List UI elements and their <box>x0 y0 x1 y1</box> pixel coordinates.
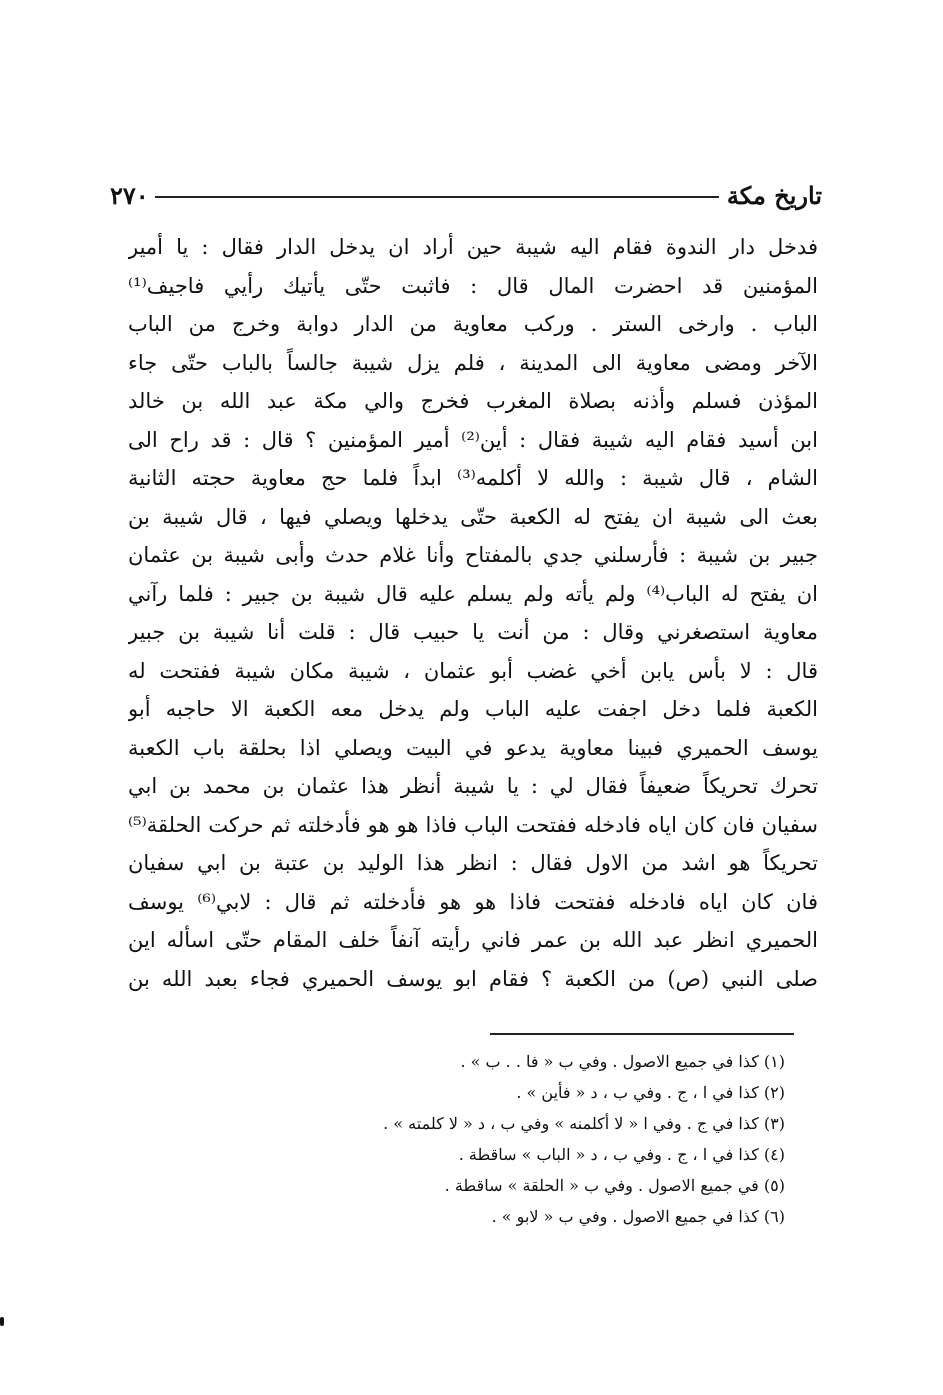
text-line: المؤذن فسلم وأذنه بصلاة المغرب فخرج والي مكة عبد الله بن خالد <box>128 389 818 413</box>
footnote-item: (١) كذا في جميع الاصول . وفي ب « فا . . ب » . <box>460 1052 785 1071</box>
text-line: صلى النبي (ص) من الكعبة ؟ فقام ابو يوسف الحميري فجاء بعبد الله بن <box>128 966 818 991</box>
text-line: الحميري انظر عبد الله بن عمر فاني رأيته آنفاً خلف المقام حتّى اسأله اين <box>128 928 818 952</box>
text-line: تحرك تحريكاً ضعيفاً فقال لي : يا شيبة أنظر هذا عثمان بن محمد بن ابي <box>128 774 818 798</box>
footnote-item: (٣) كذا في ج . وفي ا « لا أكلمنه » وفي ب ، د « لا كلمته » . <box>383 1114 785 1133</box>
footnote-item: (٢) كذا في ا ، ج . وفي ب ، د « فأين » . <box>516 1083 785 1102</box>
running-title: تاريخ مكة <box>726 181 822 210</box>
text-line: معاوية استصغرني وقال : من أنت يا حبيب قال : قلت أنا شيبة بن جبير <box>128 620 818 644</box>
text-line: الباب . وارخى الستر . وركب معاوية من الدار دوابة وخرج من الباب <box>128 312 818 336</box>
footnote-item: (٦) كذا في جميع الاصول . وفي ب « لابو » . <box>491 1207 785 1226</box>
text-line: ابن أسيد فقام اليه شيبة فقال : أين⁽²⁾ أمير المؤمنين ؟ قال : قد راح الى <box>128 427 818 452</box>
page-header <box>110 168 822 208</box>
text-line: المؤمنين قد احضرت المال قال : فاثبت حتّى يأتيك رأيي فاجيف⁽¹⁾ <box>128 273 818 298</box>
text-line: ان يفتح له الباب⁽⁴⁾ ولم يأته ولم يسلم عليه قال شيبة بن جبير : فلما رآني <box>128 581 818 606</box>
text-line: فدخل دار الندوة فقام اليه شيبة حين أراد ان يدخل الدار فقال : يا أمير <box>128 235 818 259</box>
text-line: الشام ، قال شيبة : والله لا أكلمه⁽³⁾ ابداً فلما حج معاوية حجته الثانية <box>128 466 818 490</box>
scan-mark <box>0 1317 4 1326</box>
footnote-separator <box>490 1033 794 1035</box>
text-line: يوسف الحميري فبينا معاوية يدعو في البيت ويصلي اذا بحلقة باب الكعبة <box>128 735 818 760</box>
text-line: بعث الى شيبة ان يفتح له الكعبة حتّى يدخلها ويصلي فيها ، قال شيبة بن <box>128 504 818 529</box>
footnote-item: (٥) في جميع الاصول . وفي ب « الحلقة » ساقطة . <box>444 1176 785 1195</box>
text-line: قال : لا بأس يابن أخي غضب أبو عثمان ، شيبة مكان شيبة ففتحت له <box>128 658 818 683</box>
text-line: جبير بن شيبة : فأرسلني جدي بالمفتاح وأنا غلام حدث وأبى شيبة بن عثمان <box>128 543 818 567</box>
text-line: الكعبة فلما دخل اجفت عليه الباب ولم يدخل معه الكعبة الا حاجبه أبو <box>128 697 818 721</box>
text-line: فان كان اياه فادخله ففتحت فاذا هو هو فأدخلته ثم قال : لابي⁽⁶⁾ يوسف <box>128 889 818 914</box>
footnote-item: (٤) كذا في ا ، ج . وفي ب ، د « الباب » ساقطة . <box>458 1145 785 1164</box>
page-number: ٢٧٠ <box>110 181 149 210</box>
text-line: تحريكاً هو اشد من الاول فقال : انظر هذا الوليد بن عتبة بن ابي سفيان <box>128 851 818 875</box>
main-text <box>128 228 818 998</box>
text-line: الآخر ومضى معاوية الى المدينة ، فلم يزل شيبة جالساً بالباب حتّى جاء <box>128 350 818 375</box>
header-rule <box>155 196 719 198</box>
text-line: سفيان فان كان اياه فادخله ففتحت الباب فاذا هو هو فأدخلته ثم حركت الحلقة⁽⁵⁾ <box>128 812 818 837</box>
footnotes <box>250 1046 785 1232</box>
